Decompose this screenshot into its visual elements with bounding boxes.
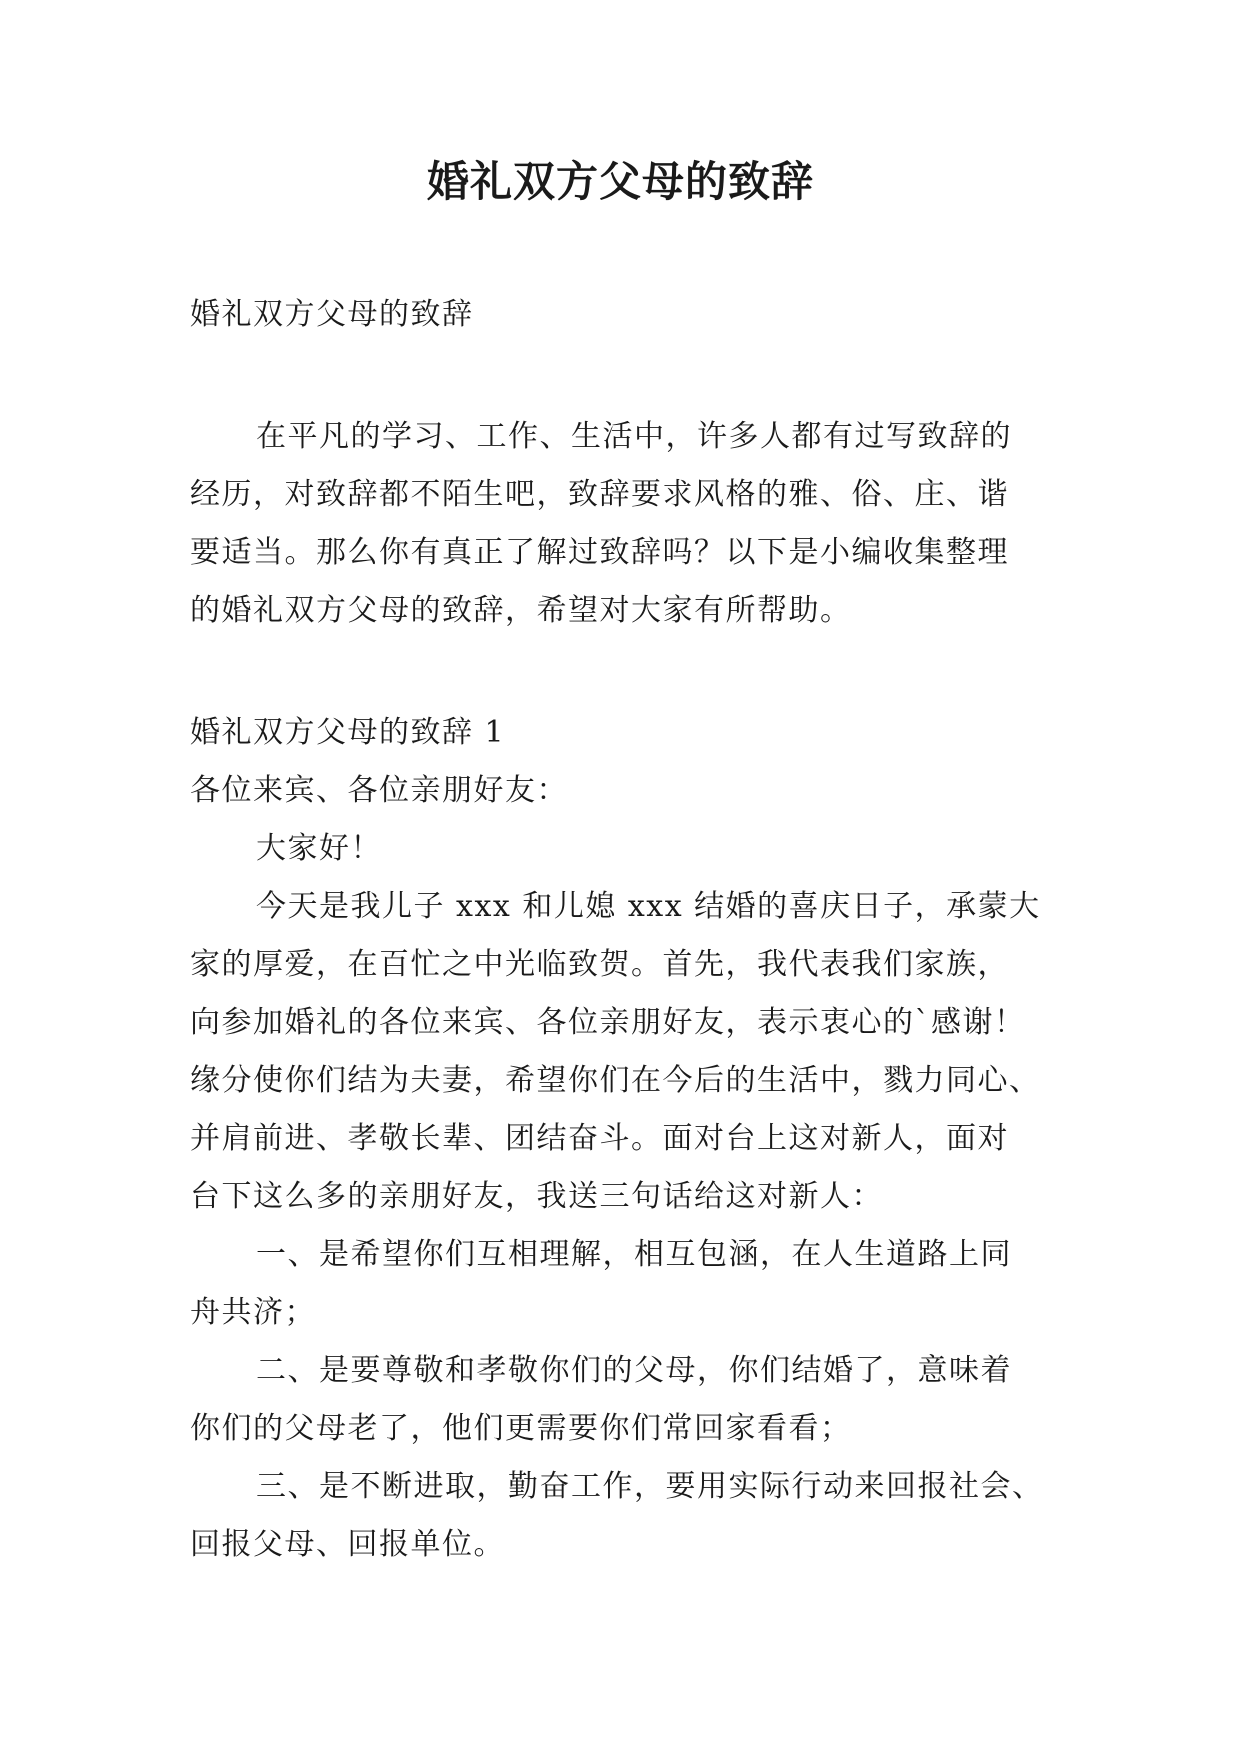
section-heading: 婚礼双方父母的致辞 1 xyxy=(190,715,506,750)
speech-line: 向参加婚礼的各位来宾、各位亲朋好友，表示衷心的`感谢！ xyxy=(190,1005,1026,1040)
speech-section xyxy=(190,704,1070,1574)
point-one-line: 一、是希望你们互相理解，相互包涵，在人生道路上同 xyxy=(256,1237,1012,1272)
document-body xyxy=(190,286,1070,1574)
point-three-line: 三、是不断进取，勤奋工作，要用实际行动来回报社会、 xyxy=(256,1469,1044,1504)
document-title: 婚礼双方父母的致辞 xyxy=(426,157,814,206)
intro-line: 的婚礼双方父母的致辞，希望对大家有所帮助。 xyxy=(190,593,852,628)
intro-line: 经历，对致辞都不陌生吧，致辞要求风格的雅、俗、庄、谐 xyxy=(190,477,1009,512)
speech-line: 台下这么多的亲朋好友，我送三句话给这对新人： xyxy=(190,1179,883,1214)
speech-line: 今天是我儿子 xxx 和儿媳 xxx 结婚的喜庆日子，承蒙大 xyxy=(256,889,1041,924)
salutation: 各位来宾、各位亲朋好友： xyxy=(190,773,568,808)
point-two-line: 你们的父母老了，他们更需要你们常回家看看； xyxy=(190,1411,852,1446)
greeting: 大家好！ xyxy=(256,831,382,866)
document-subtitle: 婚礼双方父母的致辞 xyxy=(190,297,474,332)
intro-line: 在平凡的学习、工作、生活中，许多人都有过写致辞的 xyxy=(256,419,1012,454)
speech-line: 家的厚爱，在百忙之中光临致贺。首先，我代表我们家族， xyxy=(190,947,1009,982)
speech-line: 缘分使你们结为夫妻，希望你们在今后的生活中，戮力同心、 xyxy=(190,1063,1041,1098)
point-two-line: 二、是要尊敬和孝敬你们的父母，你们结婚了，意味着 xyxy=(256,1353,1012,1388)
point-three-line: 回报父母、回报单位。 xyxy=(190,1527,505,1562)
speech-line: 并肩前进、孝敬长辈、团结奋斗。面对台上这对新人，面对 xyxy=(190,1121,1009,1156)
point-one-line: 舟共济； xyxy=(190,1295,316,1330)
intro-paragraph xyxy=(190,408,1070,640)
intro-line: 要适当。那么你有真正了解过致辞吗？以下是小编收集整理 xyxy=(190,535,1009,570)
